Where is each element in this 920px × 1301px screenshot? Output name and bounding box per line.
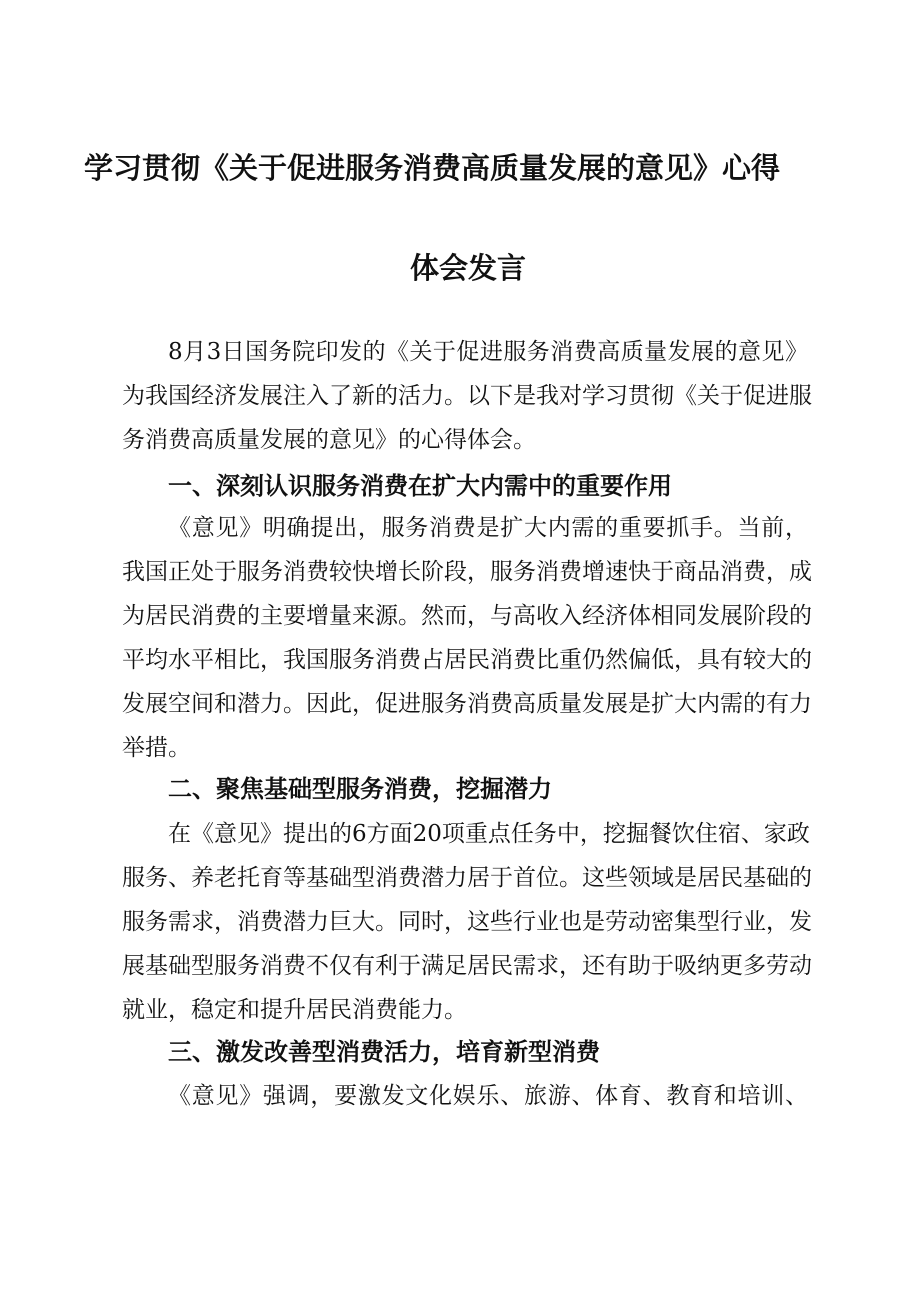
paragraph-line: 发展空间和潜力。因此，促进服务消费高质量发展是扩大内需的有力 bbox=[122, 691, 812, 717]
paragraph-line: 《意见》明确提出，服务消费是扩大内需的重要抓手。当前， bbox=[168, 515, 808, 541]
paragraph-line: 服务需求，消费潜力巨大。同时，这些行业也是劳动密集型行业，发 bbox=[122, 909, 812, 935]
paragraph-line: 我国正处于服务消费较快增长阶段，服务消费增速快于商品消费，成 bbox=[122, 559, 812, 585]
paragraph-line: 8月3日国务院印发的《关于促进服务消费高质量发展的意见》 bbox=[168, 339, 808, 365]
section-2-paragraph bbox=[122, 812, 812, 1032]
section-2-heading: 二、聚焦基础型服务消费，挖掘潜力 bbox=[168, 775, 552, 803]
section-1-heading: 一、深刻认识服务消费在扩大内需中的重要作用 bbox=[168, 472, 672, 500]
paragraph-line: 为我国经济发展注入了新的活力。以下是我对学习贯彻《关于促进服 bbox=[122, 383, 812, 409]
intro-paragraph bbox=[122, 330, 812, 462]
paragraph-line: 展基础型服务消费不仅有利于满足居民需求，还有助于吸纳更多劳动 bbox=[122, 953, 812, 979]
paragraph-line: 就业，稳定和提升居民消费能力。 bbox=[122, 997, 467, 1023]
paragraph-line: 《意见》强调，要激发文化娱乐、旅游、体育、教育和培训、 bbox=[168, 1083, 808, 1109]
paragraph-line: 举措。 bbox=[122, 735, 191, 761]
section-3-paragraph bbox=[122, 1074, 808, 1118]
section-1-paragraph bbox=[122, 506, 812, 770]
document-title-line-1: 学习贯彻《关于促进服务消费高质量发展的意见》心得 bbox=[83, 151, 780, 185]
paragraph-line: 为居民消费的主要增量来源。然而，与高收入经济体相同发展阶段的 bbox=[122, 603, 812, 629]
document-title-line-2: 体会发言 bbox=[409, 251, 526, 285]
section-3-heading: 三、激发改善型消费活力，培育新型消费 bbox=[168, 1038, 600, 1066]
paragraph-line: 在《意见》提出的6方面20项重点任务中，挖掘餐饮住宿、家政 bbox=[168, 821, 810, 847]
paragraph-line: 服务、养老托育等基础型消费潜力居于首位。这些领域是居民基础的 bbox=[122, 865, 812, 891]
paragraph-line: 平均水平相比，我国服务消费占居民消费比重仍然偏低，具有较大的 bbox=[122, 647, 812, 673]
paragraph-line: 务消费高质量发展的意见》的心得体会。 bbox=[122, 427, 536, 453]
